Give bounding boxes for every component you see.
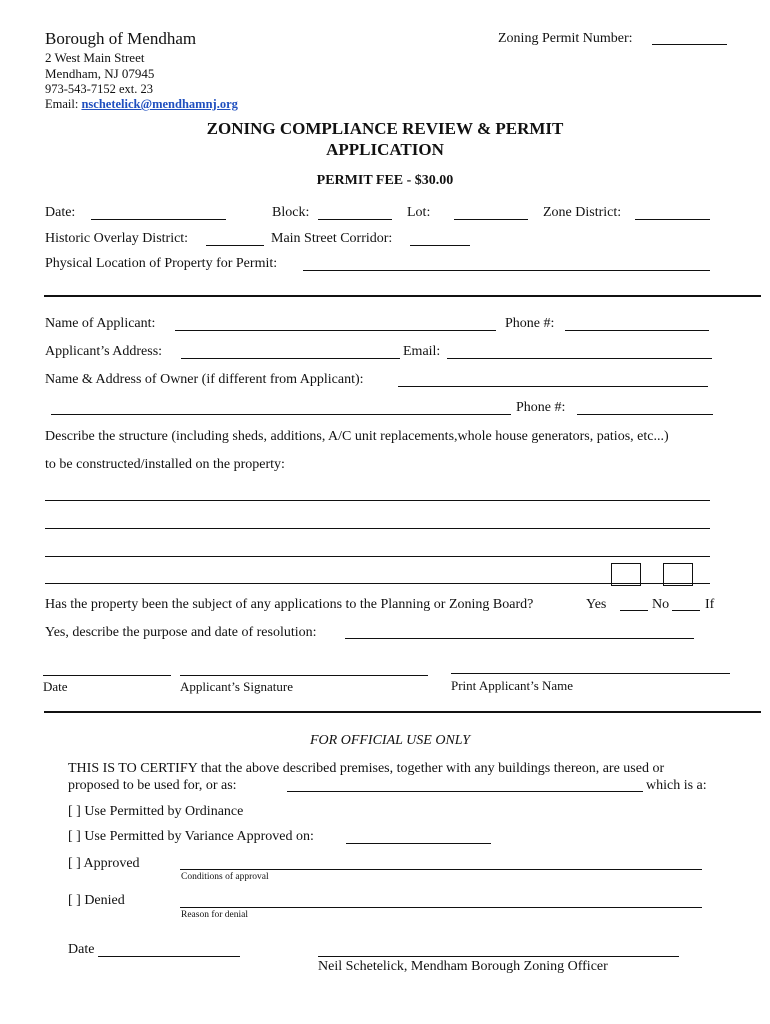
resolution-label: Yes, describe the purpose and date of resolution: (45, 625, 317, 640)
date-field[interactable] (91, 219, 226, 220)
describe-line-2[interactable] (45, 528, 710, 529)
describe-label-1: Describe the structure (including sheds, additions, A/C unit replacements,whole house generators, patios, etc...) (45, 429, 669, 444)
zone-district-label: Zone District: (543, 205, 622, 220)
certify-line-1: THIS IS TO CERTIFY that the above described premises, together with any buildings thereon, are used or (68, 761, 665, 776)
applicant-phone-field[interactable] (565, 330, 709, 331)
resolution-field[interactable] (345, 638, 694, 639)
if-label: If (705, 597, 715, 612)
historic-overlay-field[interactable] (206, 245, 264, 246)
yes-field[interactable] (620, 610, 648, 611)
describe-label-2: to be constructed/installed on the property: (45, 457, 285, 472)
variance-date-field[interactable] (346, 843, 491, 844)
applicant-name-field[interactable] (175, 330, 496, 331)
applicant-signature-field[interactable] (180, 675, 428, 676)
print-name-label: Print Applicant’s Name (451, 678, 574, 693)
certify-line-2-start: proposed to be used for, or as: (68, 778, 237, 793)
permit-number-label: Zoning Permit Number: (498, 31, 633, 46)
applicant-phone-label: Phone #: (505, 316, 555, 331)
official-divider (44, 711, 761, 713)
email-row (45, 97, 238, 112)
signature-date-field[interactable] (43, 675, 171, 676)
owner-field[interactable] (398, 386, 708, 387)
officer-name: Neil Schetelick, Mendham Borough Zoning Officer (318, 959, 608, 974)
option-denied[interactable]: [ ] Denied (68, 893, 125, 908)
official-date-field[interactable] (98, 956, 240, 957)
no-field[interactable] (672, 610, 700, 611)
official-use-heading: FOR OFFICIAL USE ONLY (310, 733, 471, 748)
yes-label: Yes (586, 597, 607, 612)
prior-applications-question: Has the property been the subject of any applications to the Planning or Zoning Board? (45, 597, 534, 612)
checkbox-left[interactable] (611, 563, 641, 586)
phone-text: 973-543-7152 ext. 23 (45, 82, 153, 96)
option-approved[interactable]: [ ] Approved (68, 856, 140, 871)
checkbox-right[interactable] (663, 563, 693, 586)
describe-line-1[interactable] (45, 500, 710, 501)
conditions-field[interactable] (180, 869, 702, 870)
official-date-label: Date (68, 942, 95, 957)
owner-phone-field[interactable] (577, 414, 713, 415)
email-label: Email: (45, 97, 82, 111)
applicant-email-label: Email: (403, 344, 441, 359)
owner-label: Name & Address of Owner (if different from Applicant): (45, 372, 364, 387)
block-label: Block: (272, 205, 310, 220)
describe-line-3[interactable] (45, 556, 710, 557)
owner-field-continued[interactable] (51, 414, 511, 415)
physical-location-field[interactable] (303, 270, 710, 271)
officer-signature-field[interactable] (318, 956, 679, 957)
applicant-name-label: Name of Applicant: (45, 316, 156, 331)
physical-location-label: Physical Location of Property for Permit: (45, 256, 278, 271)
historic-overlay-label: Historic Overlay District: (45, 231, 189, 246)
lot-label: Lot: (407, 205, 431, 220)
email-link[interactable]: nschetelick@mendhamnj.org (81, 97, 238, 111)
print-name-field[interactable] (451, 673, 730, 674)
applicant-email-field[interactable] (447, 358, 712, 359)
certify-line-2-end: which is a: (646, 778, 707, 793)
lot-field[interactable] (454, 219, 528, 220)
proposed-use-field[interactable] (287, 791, 643, 792)
section-divider (44, 295, 761, 297)
address-line-1: 2 West Main Street (45, 50, 145, 65)
main-street-field[interactable] (410, 245, 470, 246)
date-label: Date: (45, 205, 76, 220)
denial-reason-caption: Reason for denial (181, 910, 249, 920)
block-field[interactable] (318, 219, 392, 220)
no-label: No (652, 597, 670, 612)
applicant-address-label: Applicant’s Address: (45, 344, 163, 359)
signature-date-label: Date (43, 679, 68, 694)
org-name: Borough of Mendham (45, 29, 197, 48)
owner-phone-label: Phone #: (516, 400, 566, 415)
applicant-signature-label: Applicant’s Signature (180, 679, 294, 694)
option-permitted-ordinance[interactable]: [ ] Use Permitted by Ordinance (68, 804, 244, 819)
permit-number-field[interactable] (652, 44, 727, 45)
address-line-2: Mendham, NJ 07945 (45, 66, 155, 81)
zone-district-field[interactable] (635, 219, 710, 220)
conditions-caption: Conditions of approval (181, 872, 269, 882)
applicant-address-field[interactable] (181, 358, 400, 359)
form-title-line-2: APPLICATION (326, 140, 444, 159)
permit-fee: PERMIT FEE - $30.00 (316, 173, 454, 188)
form-title-line-1: ZONING COMPLIANCE REVIEW & PERMIT (206, 119, 564, 138)
option-permitted-variance[interactable]: [ ] Use Permitted by Variance Approved on: (68, 829, 314, 844)
main-street-label: Main Street Corridor: (271, 231, 393, 246)
denial-reason-field[interactable] (180, 907, 702, 908)
